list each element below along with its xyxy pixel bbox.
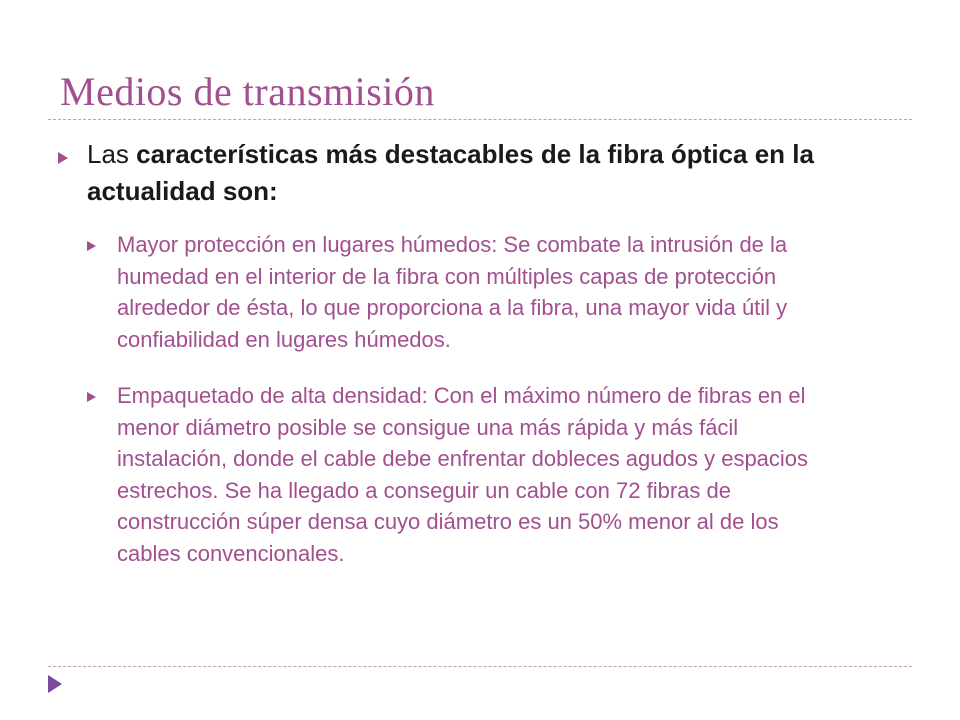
sub-bullet-text: Empaquetado de alta densidad: Con el máximo número de fibras en el menor diámetro posible se consigue una más rápida y más fácil instalación, donde el cable debe enfrentar dobleces agudos y espacios estrechos. Se ha llegado a conseguir un cable con 72 fibras de construcción súper densa cuyo diámetro es un 50% menor al de los cables convencionales.	[117, 383, 809, 566]
slide-title: Medios de transmisión	[60, 69, 435, 114]
triangle-bullet-icon	[87, 241, 96, 251]
triangle-bullet-icon	[58, 152, 68, 164]
title-divider	[48, 119, 912, 120]
sub-bullet-text: Mayor protección en lugares húmedos: Se combate la intrusión de la humedad en el interior de la fibra con múltiples capas de protección alrededor de ésta, lo que proporciona a la fibra, una mayor vida útil y confiabilidad en lugares húmedos.	[117, 232, 788, 352]
main-bullet-text	[87, 136, 867, 210]
main-bullet-prefix: Las	[87, 139, 137, 169]
footer-divider	[48, 666, 912, 667]
triangle-bullet-icon	[87, 392, 96, 402]
next-slide-arrow-icon[interactable]	[48, 675, 62, 693]
main-bullet-bold: características más destacables de la fibra óptica en la actualidad son:	[87, 139, 814, 206]
